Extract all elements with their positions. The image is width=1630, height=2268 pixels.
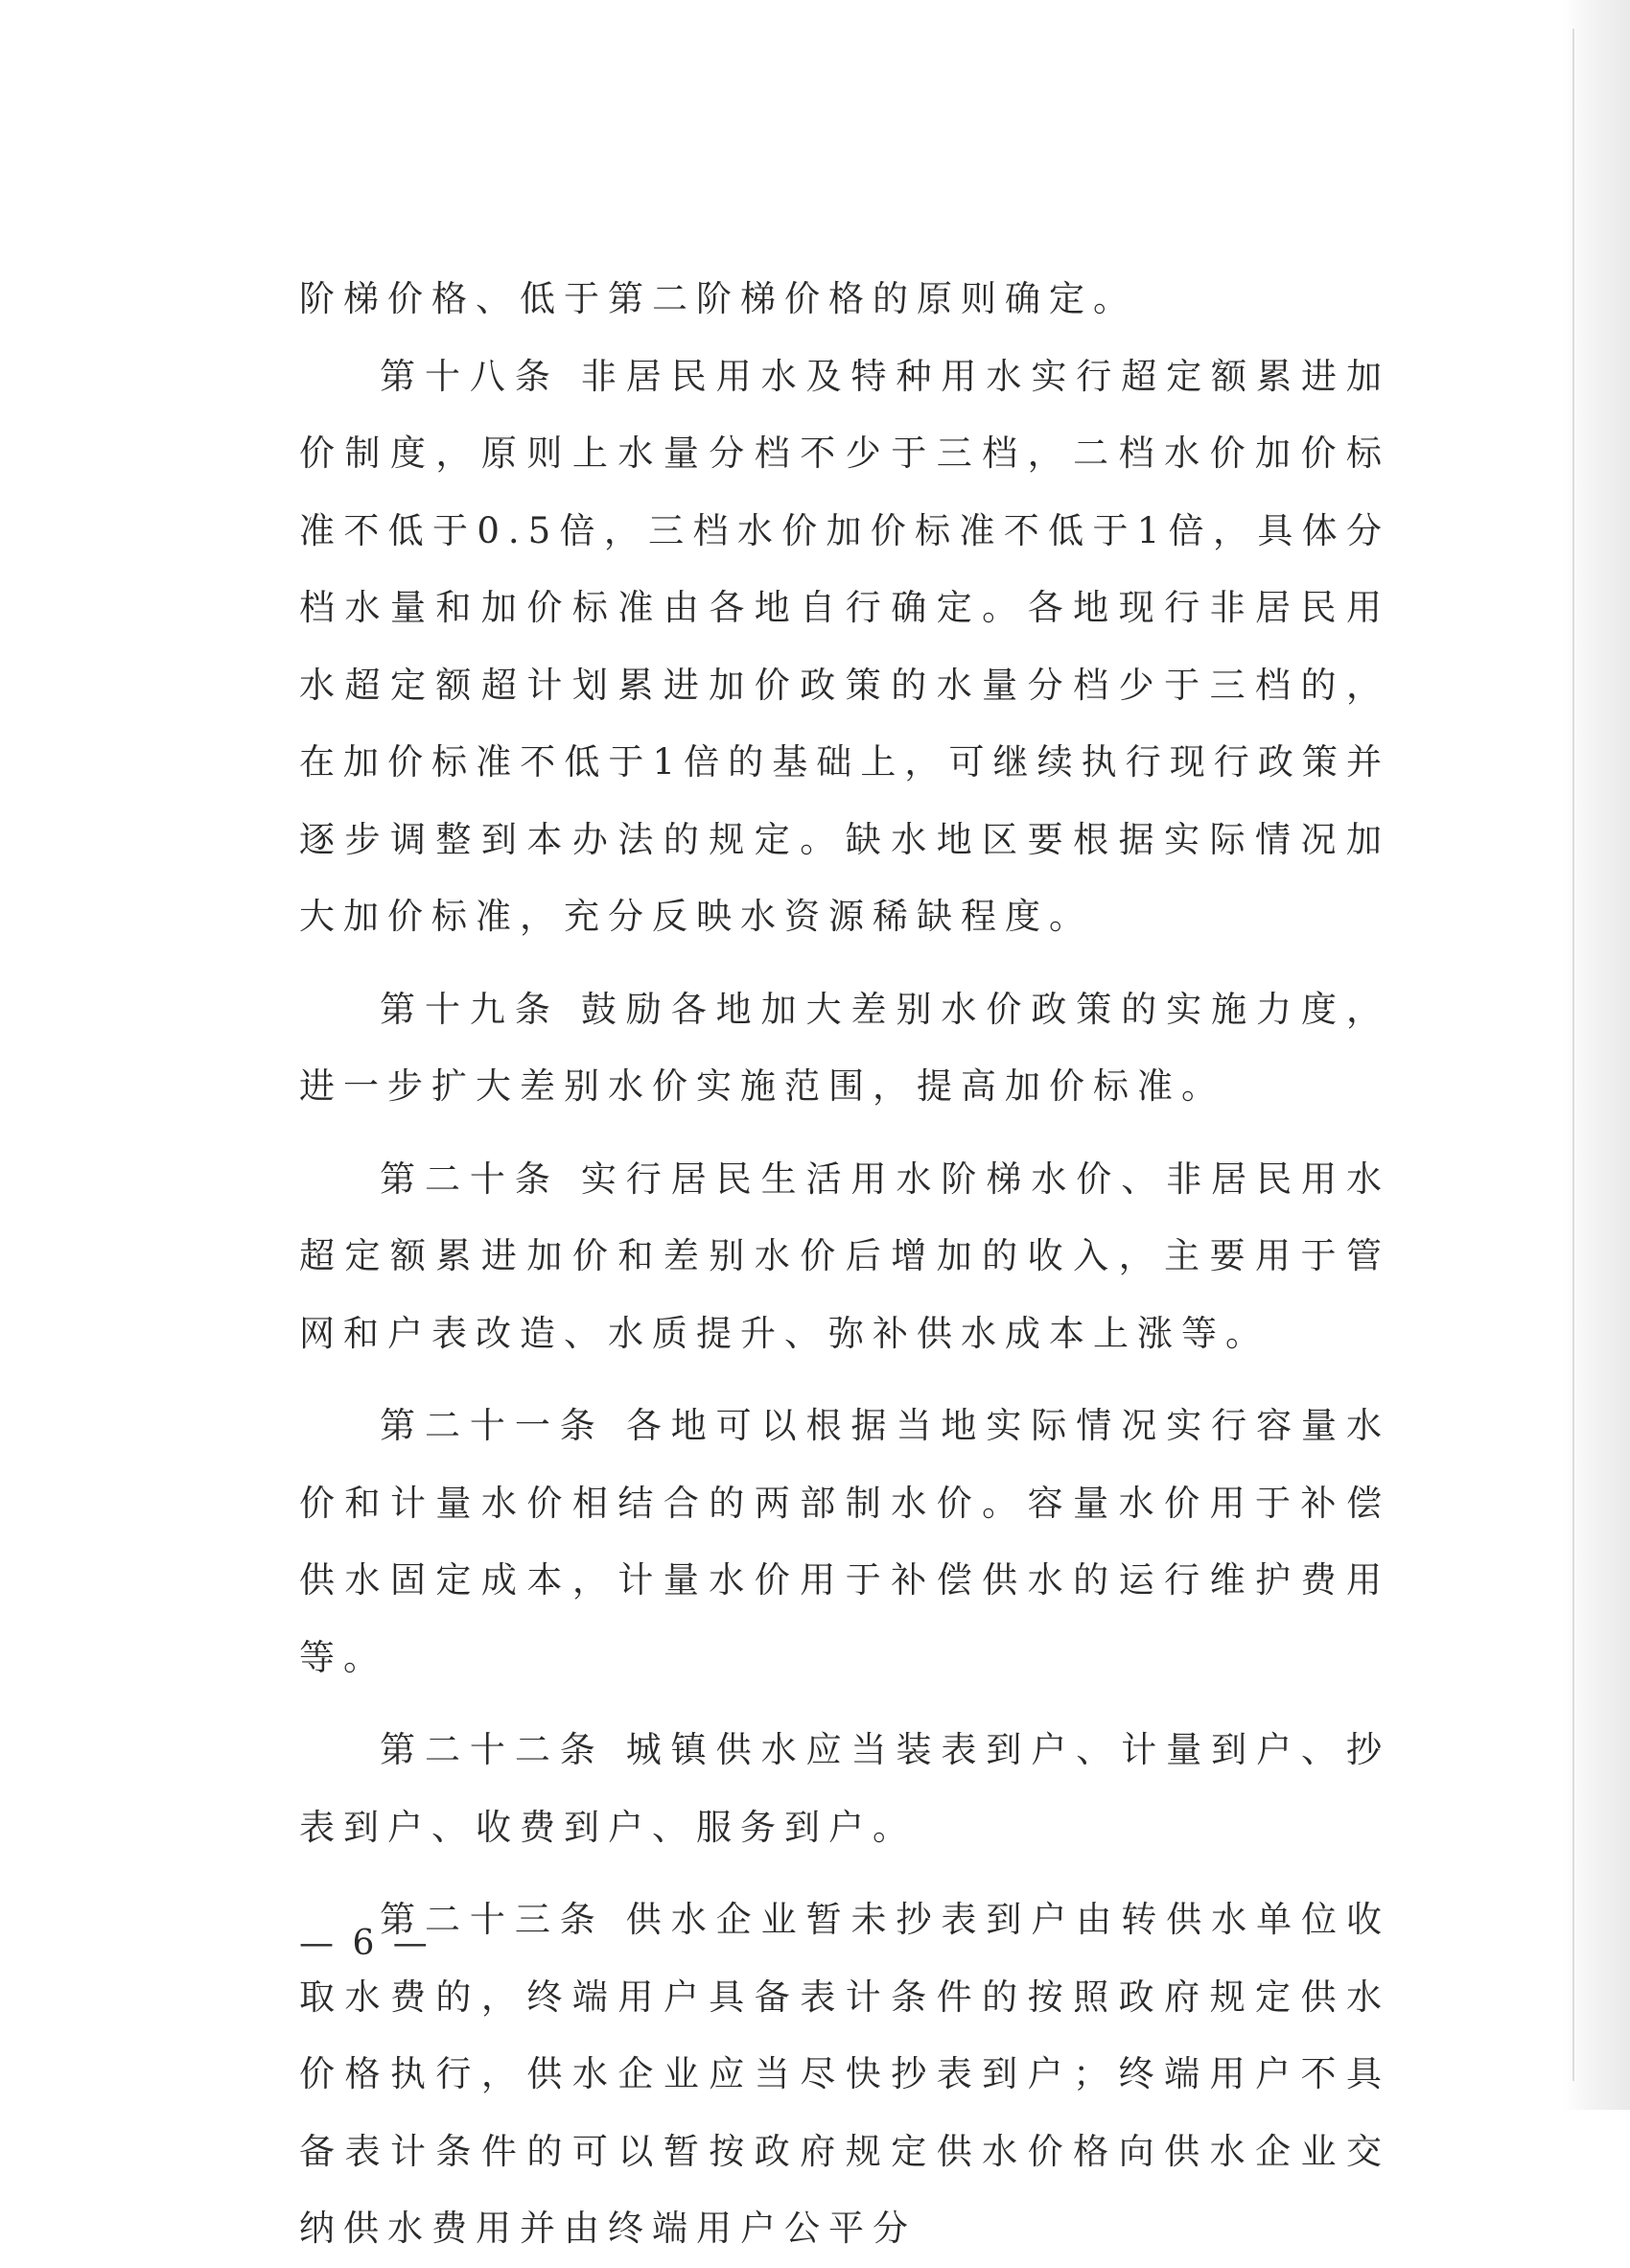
article-19 xyxy=(299,971,1390,1126)
article-23 xyxy=(299,1882,1390,2268)
article-number: 第二十条 xyxy=(380,1157,560,1200)
article-18 xyxy=(299,339,1390,956)
article-text: 鼓励各地加大差别水价政策的实施力度，进一步扩大差别水价实施范围，提高加价标准。 xyxy=(299,988,1391,1107)
article-number: 第十九条 xyxy=(380,988,560,1030)
scan-fold-line xyxy=(1572,29,1574,2081)
continuation-paragraph: 阶梯价格、低于第二阶梯价格的原则确定。 xyxy=(299,278,1137,319)
article-text: 城镇供水应当装表到户、计量到户、抄表到户、收费到户、服务到户。 xyxy=(299,1729,1391,1848)
article-text: 实行居民生活用水阶梯水价、非居民用水超定额累进加价和差别水价后增加的收入，主要用于管网和户表改造、水质提升、弥补供水成本上涨等。 xyxy=(299,1157,1391,1354)
article-number: 第二十二条 xyxy=(380,1729,605,1770)
article-number: 第二十三条 xyxy=(380,1899,605,1940)
article-20 xyxy=(299,1141,1390,1373)
article-text: 各地可以根据当地实际情况实行容量水价和计量水价相结合的两部制水价。容量水价用于补偿供水固定成本，计量水价用于补偿供水的运行维护费用等。 xyxy=(299,1405,1391,1678)
article-number: 第二十一条 xyxy=(380,1405,605,1446)
article-number: 第十八条 xyxy=(380,355,560,397)
article-22 xyxy=(299,1712,1390,1866)
article-21 xyxy=(299,1388,1390,1696)
article-text: 非居民用水及特种用水实行超定额累进加价制度，原则上水量分档不少于三档，二档水价加价标准不低于0.5倍，三档水价加价标准不低于1倍，具体分档水量和加价标准由各地自行确定。各地现行非居民用水超定额超计划累进加价政策的水量分档少于三档的，在加价标准不低于1倍的基础上，可继续执行现行政策并逐步调整到本办法的规定。缺水地区要根据实际情况加大加价标准，充分反映水资源稀缺程度。 xyxy=(299,355,1391,937)
document-body xyxy=(299,261,1390,2268)
page-number: — 6 — xyxy=(299,1924,431,1963)
article-text: 供水企业暂未抄表到户由转供水单位收取水费的，终端用户具备表计条件的按照政府规定供水价格执行，供水企业应当尽快抄表到户；终端用户不具备表计条件的可以暂按政府规定供水价格向供水企业交纳供水费用并由终端用户公平分 xyxy=(299,1899,1391,2249)
